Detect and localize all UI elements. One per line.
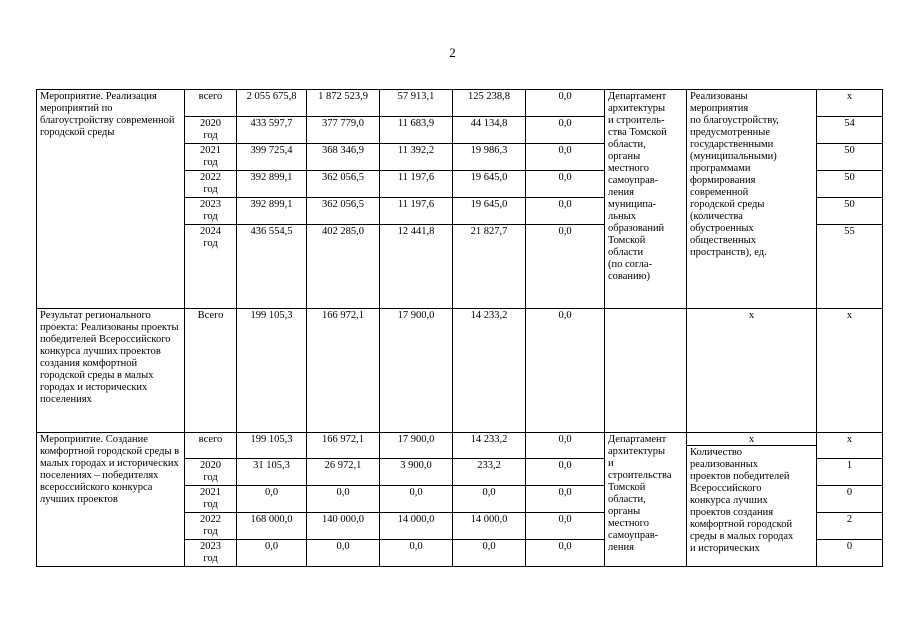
local-cell: 14 000,0 xyxy=(453,513,526,540)
total-cell: 0,0 xyxy=(237,540,307,567)
total-cell: 31 105,3 xyxy=(237,459,307,486)
year-cell: всего xyxy=(185,90,237,117)
program-table xyxy=(36,89,883,567)
other-cell: 0,0 xyxy=(526,144,605,171)
total-cell: 436 554,5 xyxy=(237,225,307,309)
page-number: 2 xyxy=(449,45,456,60)
other-cell: 0,0 xyxy=(526,540,605,567)
federal-cell: 166 972,1 xyxy=(307,309,380,433)
total-cell: 199 105,3 xyxy=(237,433,307,459)
other-cell: 0,0 xyxy=(526,433,605,459)
total-cell: 168 000,0 xyxy=(237,513,307,540)
value-cell: 0 xyxy=(817,486,883,513)
year-cell: 2021 год xyxy=(185,144,237,171)
indicator-cell: x xyxy=(687,309,817,433)
local-cell: 233,2 xyxy=(453,459,526,486)
federal-cell: 368 346,9 xyxy=(307,144,380,171)
regional-cell: 0,0 xyxy=(380,540,453,567)
regional-cell: 17 900,0 xyxy=(380,309,453,433)
indicator-cell: Реализованы мероприятия по благоустройству, предусмотренные государственными (муниципальными) программами формирования современной городской среды (количества обустроенных общественных пространств), ед. xyxy=(687,90,817,309)
regional-cell: 11 683,9 xyxy=(380,117,453,144)
regional-cell: 0,0 xyxy=(380,486,453,513)
executor-cell: Департамент архитектуры и строительства Томской области, органы местного самоуправ- ления xyxy=(605,433,687,567)
other-cell: 0,0 xyxy=(526,171,605,198)
federal-cell: 140 000,0 xyxy=(307,513,380,540)
total-cell: 0,0 xyxy=(237,486,307,513)
local-cell: 0,0 xyxy=(453,540,526,567)
year-cell: 2022 год xyxy=(185,513,237,540)
year-cell: 2023 год xyxy=(185,198,237,225)
table-row xyxy=(37,433,883,459)
result-name-cell: Результат регионального проекта: Реализованы проекты победителей Всероссийского конкурса лучших проектов создания комфортной городской среды в малых городах и исторических поселениях xyxy=(37,309,185,433)
other-cell: 0,0 xyxy=(526,513,605,540)
local-cell: 14 233,2 xyxy=(453,433,526,459)
value-cell: 50 xyxy=(817,144,883,171)
year-cell: Всего xyxy=(185,309,237,433)
other-cell: 0,0 xyxy=(526,309,605,433)
other-cell: 0,0 xyxy=(526,198,605,225)
regional-cell: 11 197,6 xyxy=(380,171,453,198)
total-cell: 433 597,7 xyxy=(237,117,307,144)
local-cell: 14 233,2 xyxy=(453,309,526,433)
regional-cell: 17 900,0 xyxy=(380,433,453,459)
other-cell: 0,0 xyxy=(526,90,605,117)
federal-cell: 377 779,0 xyxy=(307,117,380,144)
value-cell: x xyxy=(817,433,883,459)
local-cell: 19 645,0 xyxy=(453,198,526,225)
federal-cell: 0,0 xyxy=(307,540,380,567)
regional-cell: 14 000,0 xyxy=(380,513,453,540)
activity-name-cell: Мероприятие. Создание комфортной городской среды в малых городах и исторических поселениях – победителях всероссийского конкурса лучших проектов xyxy=(37,433,185,567)
federal-cell: 26 972,1 xyxy=(307,459,380,486)
value-cell: 1 xyxy=(817,459,883,486)
regional-cell: 12 441,8 xyxy=(380,225,453,309)
indicator-first-value: x xyxy=(687,433,816,446)
executor-cell: Департамент архитектуры и строитель- ства Томской области, органы местного самоуправ- ления муниципа- льных образований Томской области (по согла- сованию) xyxy=(605,90,687,309)
local-cell: 19 986,3 xyxy=(453,144,526,171)
indicator-cell xyxy=(687,433,817,567)
local-cell: 19 645,0 xyxy=(453,171,526,198)
federal-cell: 0,0 xyxy=(307,486,380,513)
value-cell: x xyxy=(817,90,883,117)
other-cell: 0,0 xyxy=(526,459,605,486)
local-cell: 44 134,8 xyxy=(453,117,526,144)
other-cell: 0,0 xyxy=(526,117,605,144)
total-cell: 199 105,3 xyxy=(237,309,307,433)
year-cell: 2022 год xyxy=(185,171,237,198)
federal-cell: 362 056,5 xyxy=(307,198,380,225)
table-row xyxy=(37,309,883,433)
value-cell: 0 xyxy=(817,540,883,567)
federal-cell: 402 285,0 xyxy=(307,225,380,309)
indicator-text: Количество реализованных проектов победителей Всероссийского конкурса лучших проектов создания комфортной городской среды в малых городах и исторических xyxy=(690,447,794,554)
year-cell: 2021 год xyxy=(185,486,237,513)
year-cell: 2020 год xyxy=(185,459,237,486)
other-cell: 0,0 xyxy=(526,486,605,513)
regional-cell: 57 913,1 xyxy=(380,90,453,117)
other-cell: 0,0 xyxy=(526,225,605,309)
total-cell: 392 899,1 xyxy=(237,198,307,225)
value-cell: x xyxy=(817,309,883,433)
year-cell: 2023 год xyxy=(185,540,237,567)
federal-cell: 166 972,1 xyxy=(307,433,380,459)
value-cell: 54 xyxy=(817,117,883,144)
total-cell: 399 725,4 xyxy=(237,144,307,171)
value-cell: 2 xyxy=(817,513,883,540)
table-row xyxy=(37,90,883,117)
executor-cell xyxy=(605,309,687,433)
total-cell: 2 055 675,8 xyxy=(237,90,307,117)
local-cell: 125 238,8 xyxy=(453,90,526,117)
federal-cell: 1 872 523,9 xyxy=(307,90,380,117)
activity-name-cell: Мероприятие. Реализация мероприятий по благоустройству современной городской среды xyxy=(37,90,185,309)
regional-cell: 11 392,2 xyxy=(380,144,453,171)
regional-cell: 11 197,6 xyxy=(380,198,453,225)
year-cell: 2020 год xyxy=(185,117,237,144)
local-cell: 0,0 xyxy=(453,486,526,513)
year-cell: 2024 год xyxy=(185,225,237,309)
value-cell: 50 xyxy=(817,171,883,198)
federal-cell: 362 056,5 xyxy=(307,171,380,198)
value-cell: 55 xyxy=(817,225,883,309)
local-cell: 21 827,7 xyxy=(453,225,526,309)
year-cell: всего xyxy=(185,433,237,459)
regional-cell: 3 900,0 xyxy=(380,459,453,486)
total-cell: 392 899,1 xyxy=(237,171,307,198)
value-cell: 50 xyxy=(817,198,883,225)
